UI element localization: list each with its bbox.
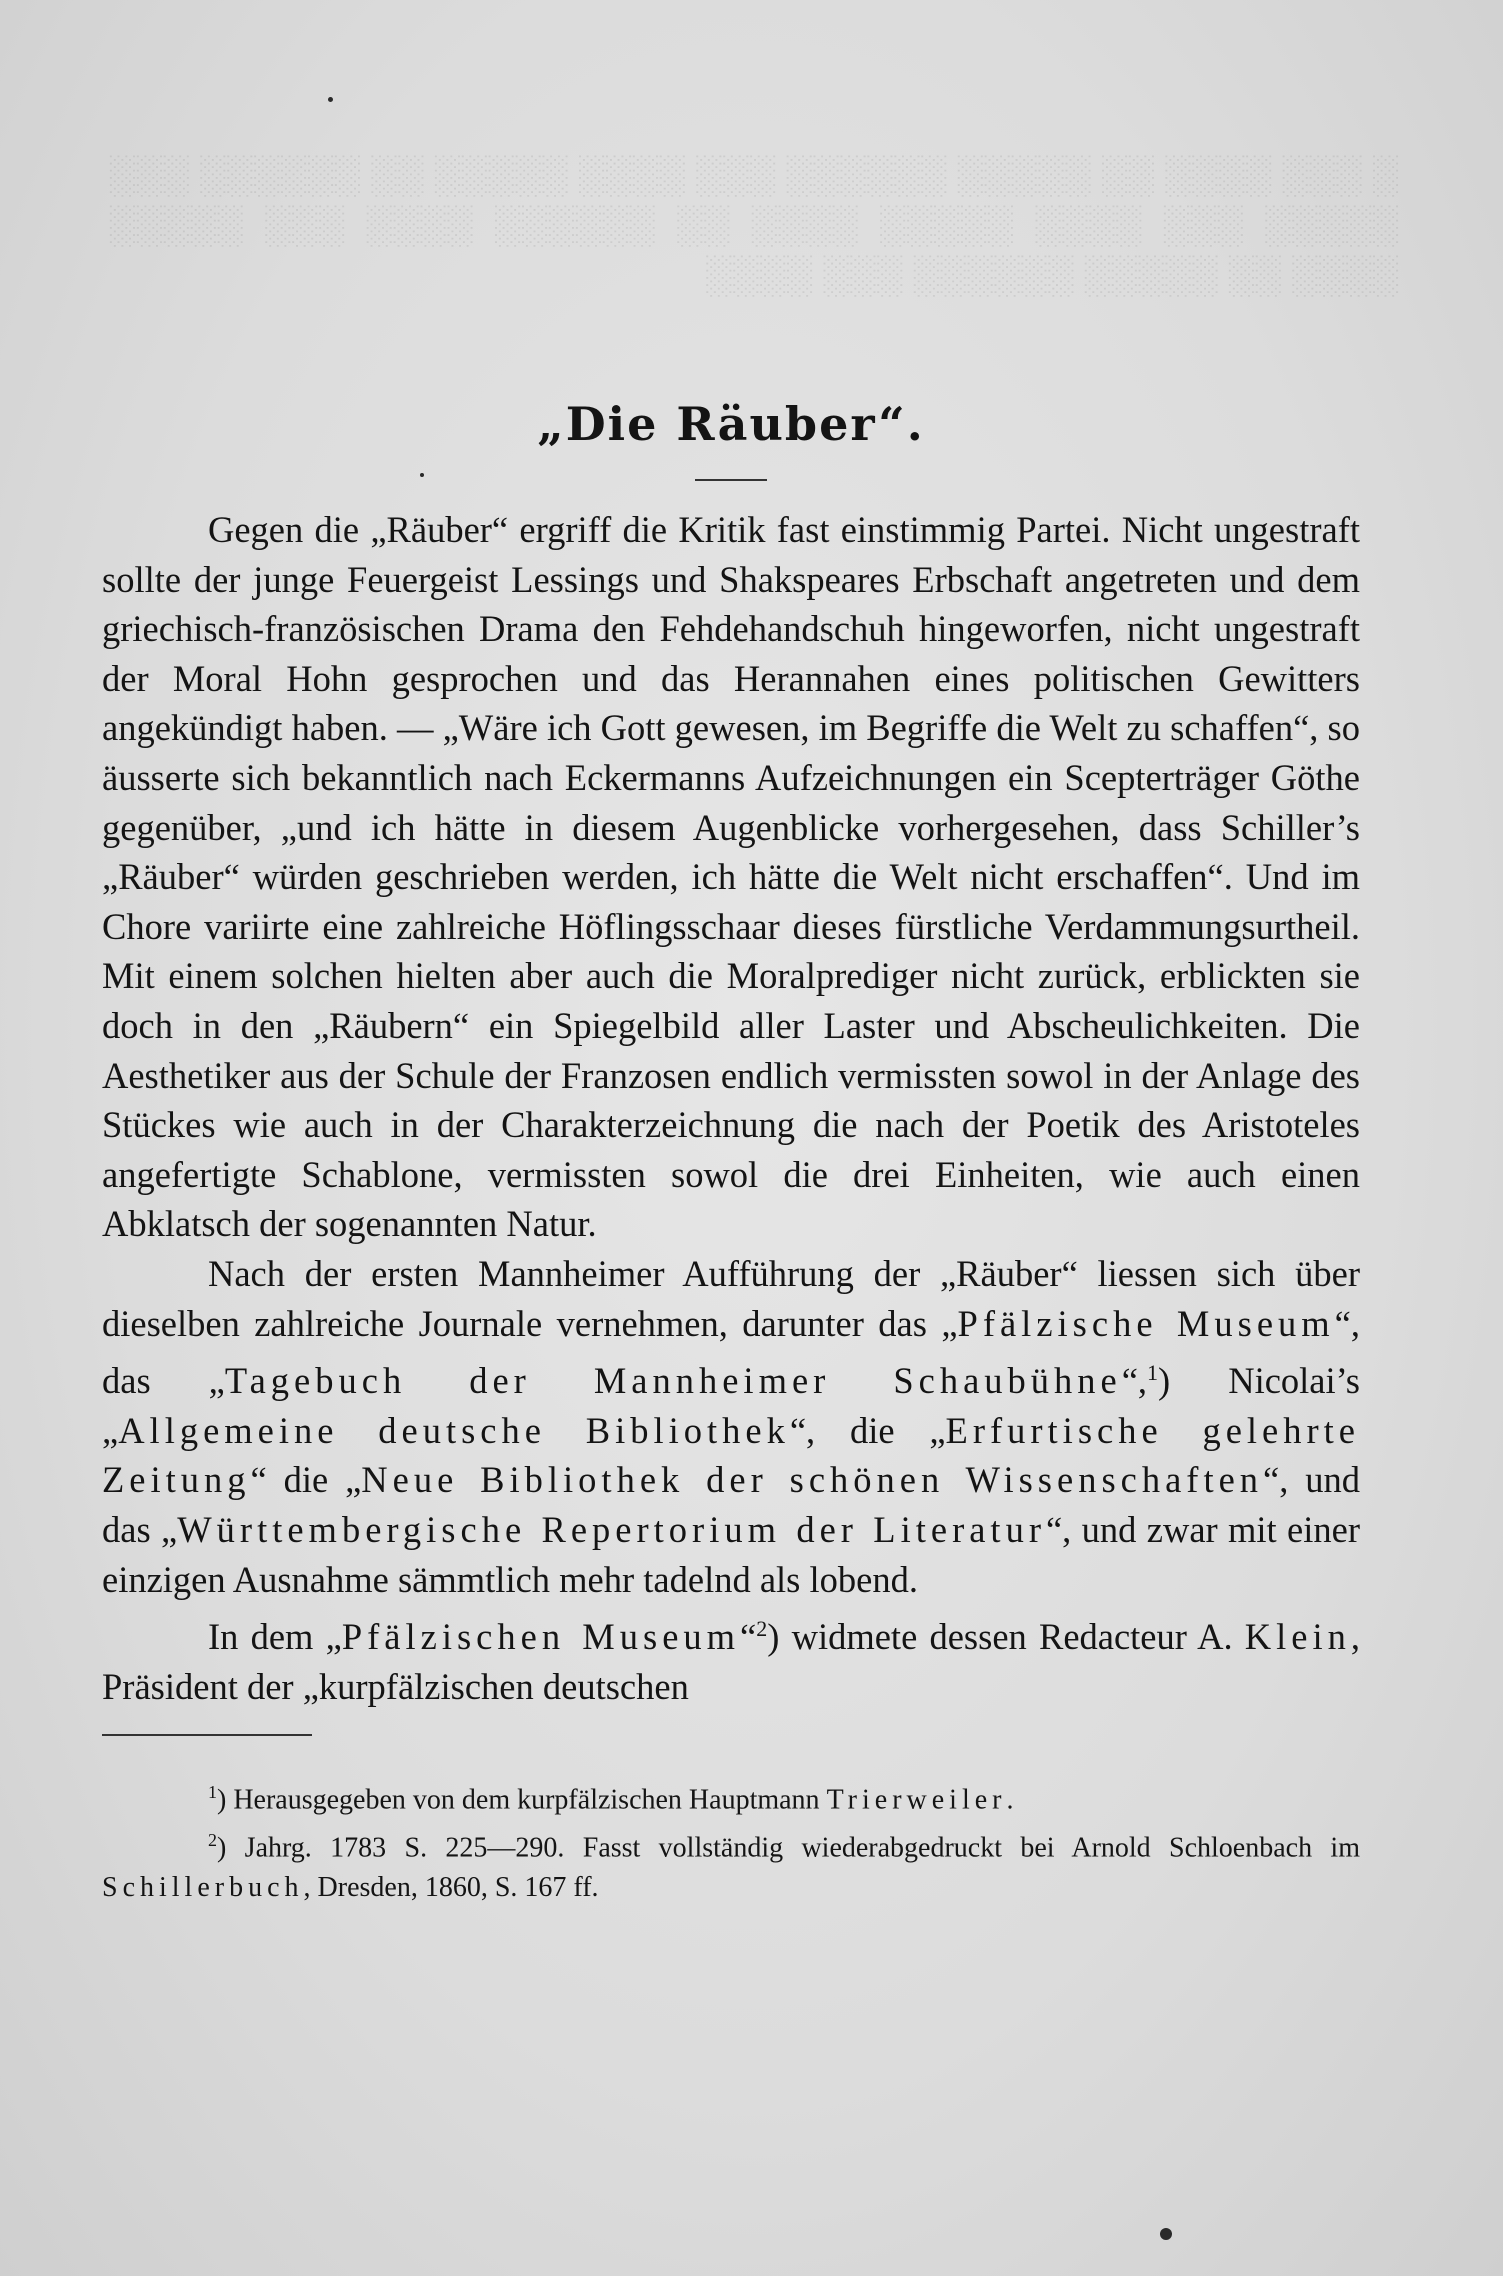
ink-speck — [328, 97, 333, 102]
spaced-title: Tagebuch der Mannheimer Schaubühne — [224, 1360, 1122, 1402]
footnote-1: $^1$) Herausgegeben von dem kurpfälzischen Hauptmann Trierweiler. — [208, 1781, 1014, 1815]
spaced-title: Erfurtische gelehrte Zeitung — [102, 1409, 1360, 1501]
footnotes — [102, 1772, 1360, 1909]
footnote-ref-2: 2 — [756, 1616, 768, 1642]
paragraph-2: Nach der ersten Mannheimer Aufführung der „Räuber“ liessen sich über dieselben zahlreiche Journale vernehmen, darunter das „Pfälzische Museum“, das „Tagebuch der Mannheimer Schaubühne“,$^1$) Nicolai’s „Allgemeine deutsche Bibliothek“, die „Erfurtische gelehrte Zeitung“ die „Neue Bibliothek der schönen Wissenschaften“, und das „Württembergische Repertorium der Literatur“, und zwar mit einer einzigen Ausnahme sämmtlich mehr tadelnd als lobend. — [102, 1252, 1360, 1600]
title-rule — [695, 479, 767, 481]
bleed-through-text: ░ ░░░ ░░░░ ░░ ░░░░░ ░░░░░░ ░░░ ░░░░ ░░░░░ ░░ ░░░░░░ ░░░ ░░░░░ ░░░ ░░░░ ░░░░░ ░░░░ ░░ ░░░░░░ ░░░░ ░░░ ░░░░░ ░░░░ ░░ ░░░░░ ░░░░░░ ░░░ ░░░░ — [110, 154, 1400, 296]
paragraph-3: In dem „Pfälzischen Museum“$^2$) widmete dessen Redacteur A. Klein, Präsident der „kurpfälzischen deutschen — [102, 1616, 1360, 1707]
chapter-title: „Die Räuber“. — [537, 397, 925, 451]
spaced-name: Klein — [1244, 1616, 1351, 1658]
text-column — [102, 395, 1360, 1908]
spaced-title: Württembergische Repertorium der Literatur — [177, 1509, 1046, 1551]
body-text — [102, 505, 1360, 1712]
footnote-ref-1: 1 — [1147, 1360, 1159, 1386]
spaced-title: Pfälzischen Museum — [341, 1616, 741, 1658]
footnote-2: $^2$) Jahrg. 1783 S. 225—290. Fasst vollständig wiederabgedruckt bei Arnold Schloenbach im Schillerbuch, Dresden, 1860, S. 167 ff. — [102, 1829, 1360, 1904]
ink-speck — [1160, 2228, 1172, 2240]
spaced-title: Pfälzische Museum — [957, 1302, 1335, 1344]
paragraph-1: Gegen die „Räuber“ ergriff die Kritik fast einstimmig Partei. Nicht ungestraft sollte der junge Feuergeist Lessings und Shakspeares Erbschaft angetreten und dem griechisch-französischen Drama den Fehdehandschuh hingeworfen, nicht ungestraft der Moral Hohn gesprochen und das Herannahen eines politischen Gewitters angekündigt haben. — „Wäre ich Gott gewesen, im Begriffe die Welt zu schaffen“, so äusserte sich bekanntlich nach Eckermanns Aufzeichnungen ein Scepterträger Göthe gegenüber, „und ich hätte in diesem Augenblicke vorhergesehen, dass Schiller’s „Räuber“ würden geschrieben werden, ich hätte die Welt nicht erschaffen“. Und im Chore variirte eine zahlreiche Höflingsschaar dieses fürstliche Verdammungsurtheil. Mit einem solchen hielten aber auch die Moralprediger nicht zurück, erblickten sie doch in den „Räubern“ ein Spiegelbild aller Laster und Abscheulichkeiten. Die Aesthetiker aus der Schule der Franzosen endlich vermissten sowol in der Anlage des Stückes wie auch in der Charakterzeichnung die nach der Poetik des Aristoteles angefertigte Schablone, vermissten sowol die drei Einheiten, wie auch einen Abklatsch der sogenannten Natur. — [102, 509, 1360, 1245]
footnote-rule — [102, 1734, 312, 1736]
ink-speck — [420, 473, 424, 477]
spaced-title: Neue Bibliothek der schönen Wissenschaften — [361, 1459, 1264, 1501]
spaced-title: Allgemeine deutsche Bibliothek — [118, 1409, 790, 1451]
